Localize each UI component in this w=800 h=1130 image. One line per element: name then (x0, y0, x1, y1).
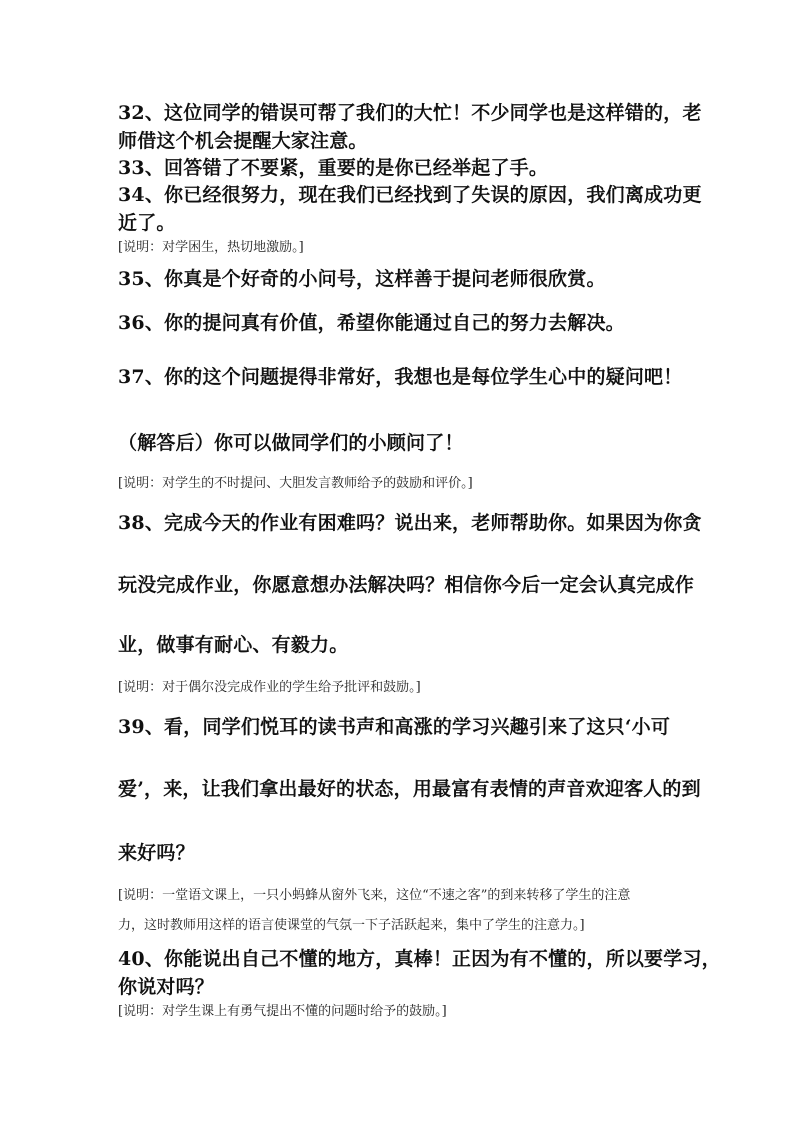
note-39-line-2: 力，这时教师用这样的语言使课堂的气氛一下子活跃起来，集中了学生的注意力。] (118, 918, 585, 933)
item-37-line-1: 37、你的这个问题提得非常好，我想也是每位学生心中的疑问吧！ (118, 366, 683, 388)
item-39-line-1: 39、看，同学们悦耳的读书声和高涨的学习兴趣引来了这只‘小可 (118, 716, 671, 738)
item-33-line-1: 33、回答错了不要紧，重要的是你已经举起了手。 (118, 157, 549, 179)
item-38-line-3: 业，做事有耐心、有毅力。 (118, 634, 349, 656)
item-36-line-1: 36、你的提问真有价值，希望你能通过自己的努力去解决。 (118, 312, 625, 334)
item-38-line-1: 38、完成今天的作业有困难吗？说出来，老师帮助你。如果因为你贪 (118, 512, 702, 534)
item-39-line-3: 来好吗？ (118, 842, 195, 864)
note-39-line-1: [说明：一堂语文课上，一只小蚂蜂从窗外飞来，这位“不速之客”的到来转移了学生的注意 (118, 888, 631, 903)
item-35-line-1: 35、你真是个好奇的小问号，这样善于提问老师很欣赏。 (118, 268, 606, 290)
item-40-line-1: 40、你能说出自己不懂的地方，真棒！正因为有不懂的，所以要学习， (118, 948, 721, 970)
item-40-line-2: 你说对吗？ (118, 976, 215, 998)
item-37-line-2: （解答后）你可以做同学们的小顾问了！ (118, 432, 464, 454)
item-34-line-1: 34、你已经很努力，现在我们已经找到了失误的原因，我们离成功更 (118, 184, 702, 206)
note-37: [说明：对学生的不时提问、大胆发言教师给予的鼓励和评价。] (118, 476, 473, 491)
item-34-line-2: 近了。 (118, 212, 176, 234)
item-39-line-2: 爱’，来，让我们拿出最好的状态，用最富有表情的声音欢迎客人的到 (118, 778, 701, 800)
note-34: [说明：对学困生，热切地激励。] (118, 240, 304, 255)
item-38-line-2: 玩没完成作业，你愿意想办法解决吗？相信你今后一定会认真完成作 (118, 574, 695, 596)
item-32-line-1: 32、这位同学的错误可帮了我们的大忙！不少同学也是这样错的，老 (118, 102, 702, 124)
note-40: [说明：对学生课上有勇气提出不懂的问题时给予的鼓励。] (118, 1004, 447, 1019)
note-38: [说明：对于偶尔没完成作业的学生给予批评和鼓励。] (118, 680, 421, 695)
item-32-line-2: 师借这个机会提醒大家注意。 (118, 130, 368, 152)
